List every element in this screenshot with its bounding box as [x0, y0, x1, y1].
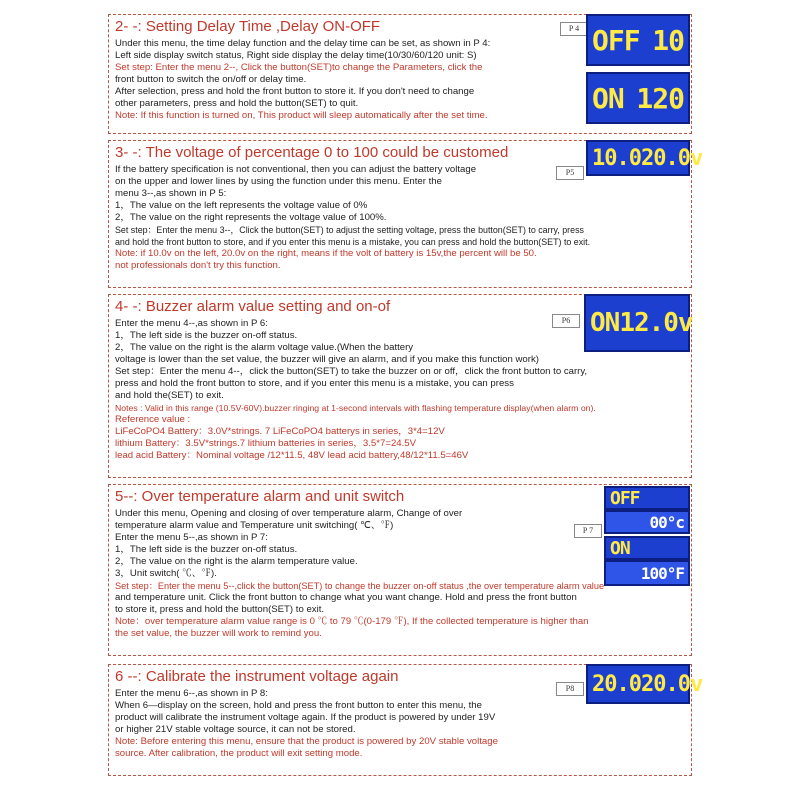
text-line: on the upper and lower lines by using the function under this menu. Enter the: [115, 176, 442, 187]
lcd-display-temp-off: [604, 486, 690, 510]
text-line: 2，The value on the right is the alarm voltage value.(When the battery: [115, 342, 414, 353]
lcd-right-value: 100°F: [640, 563, 684, 583]
lcd-left-value: OFF: [592, 23, 640, 57]
text-line: lithium Battery：3.5V*strings.7 lithium batteries in series，3.5*7=24.5V: [115, 438, 417, 449]
text-line: voltage is lower than the set value, the buzzer will give an alarm, and if you make this function work): [115, 354, 539, 365]
text-line: 3，Unit switch( ℃、℉).: [115, 568, 217, 579]
text-line: 2，The value on the right is the alarm temperature value.: [115, 556, 358, 567]
text-line: Note：over temperature alarm value range is 0 ℃ to 79 ℃(0-179 ℉), If the collected temperature is higher than: [115, 616, 589, 627]
text-line: Note: Before entering this menu, ensure that the product is powered by 20V stable voltage: [115, 736, 498, 747]
text-line: menu 3--,as shown in P 5:: [115, 188, 227, 199]
figure-label-p7: P 7: [574, 524, 602, 538]
text-line: 1，The left side is the buzzer on-off status.: [115, 330, 298, 341]
text-line: 2，The value on the right represents the voltage value of 100%.: [115, 212, 387, 223]
text-line: temperature alarm value and Temperature unit switching( ℃、℉): [115, 520, 394, 531]
lcd-right-value: 12.0v: [619, 308, 693, 338]
text-line: After selection, press and hold the front button to store it. If you don't need to change: [115, 86, 475, 97]
lcd-left-value: OFF: [610, 487, 640, 509]
lcd-right-value: 10: [652, 23, 684, 57]
lcd-left-value: ON: [590, 308, 620, 338]
text-line: Under this menu, Opening and closing of over temperature alarm, Change of over: [115, 508, 463, 519]
figure-label-p6: P6: [552, 314, 580, 328]
text-line: and temperature unit. Click the front button to change what you want change. Hold and press the front button: [115, 592, 577, 603]
section-title: 6 --: Calibrate the instrument voltage again: [115, 668, 399, 685]
text-line: and hold the front button to store, and if you enter this menu is a mistake, you can press and hold the button(SET) to exit.: [115, 237, 591, 247]
section-title: 4- -: Buzzer alarm value setting and on-of: [115, 298, 391, 315]
text-line: to store it, press and hold the button(SET) to exit.: [115, 604, 325, 615]
text-line: Enter the menu 5--,as shown in P 7:: [115, 532, 268, 543]
lcd-display-off-10: [586, 14, 690, 66]
lcd-right-value: 120: [636, 81, 684, 115]
lcd-left-value: ON: [592, 81, 624, 115]
text-line: Set step：Enter the menu 5--,click the button(SET) to change the buzzer on-off status ,the over temperature alarm value: [115, 581, 605, 591]
figure-label-p4: P 4: [560, 22, 588, 36]
text-line: Enter the menu 4--,as shown in P 6:: [115, 318, 268, 329]
lcd-display-temp-f: [604, 560, 690, 586]
figure-label-p5: P5: [556, 166, 584, 180]
text-line: LiFeCoPO4 Battery：3.0V*strings. 7 LiFeCoPO4 batterys in series，3*4=12V: [115, 426, 445, 437]
text-line: 1，The value on the left represents the voltage value of 0%: [115, 200, 368, 211]
text-line: Reference value :: [115, 414, 191, 425]
text-line: Under this menu, the time delay function and the delay time can be set, as shown in P 4:: [115, 38, 491, 49]
text-line: 1，The left side is the buzzer on-off status.: [115, 544, 298, 555]
text-line: front button to switch the on/off or delay time.: [115, 74, 307, 85]
lcd-display-temp-on: [604, 536, 690, 560]
lcd-left-value: ON: [610, 537, 630, 559]
text-line: Set step：Enter the menu 4--，click the button(SET) to take the buzzer on or off，click the front button to carry,: [115, 366, 588, 377]
section-body: [115, 38, 585, 122]
section-title: 2- -: Setting Delay Time ,Delay ON-OFF: [115, 18, 381, 35]
lcd-left-value: 10.0: [592, 145, 641, 171]
lcd-left-value: 20.0: [592, 671, 641, 697]
text-line: other parameters, press and hold the button(SET) to quit.: [115, 98, 359, 109]
text-line: If the battery specification is not conventional, then you can adjust the battery voltage: [115, 164, 477, 175]
text-line: Set step：Enter the menu 3--，Click the button(SET) to adjust the setting voltage, press the button(SET) to carry, press: [115, 225, 584, 235]
lcd-display-voltage-range: [586, 140, 703, 176]
text-line: Left side display switch status, Right side display the delay time(10/30/60/120 unit: S): [115, 50, 477, 61]
text-line: the set value, the buzzer will work to remind you.: [115, 628, 322, 639]
section-body: [115, 164, 685, 272]
text-line: Note: If this function is turned on, This product will sleep automatically after the set time.: [115, 110, 488, 121]
section-title: 5--: Over temperature alarm and unit switch: [115, 488, 405, 505]
lcd-right-value: 00°c: [649, 512, 684, 532]
section-title: 3- -: The voltage of percentage 0 to 100 could be customed: [115, 144, 509, 161]
lcd-display-temp-c: [604, 510, 690, 534]
text-line: product will calibrate the instrument voltage again. If the product is powered by under 19V: [115, 712, 496, 723]
text-line: and hold the(SET) to exit.: [115, 390, 224, 401]
text-line: Note: if 10.0v on the left, 20.0v on the right, means if the volt of battery is 15v,the percent will be 50.: [115, 248, 537, 259]
text-line: Set step: Enter the menu 2--, Click the button(SET)to change the Parameters, click the: [115, 62, 483, 73]
lcd-display-calibrate: [586, 664, 703, 704]
text-line: source. After calibration, the product will exit setting mode.: [115, 748, 363, 759]
text-line: or higher 21V stable voltage source, it can not be stored.: [115, 724, 356, 735]
text-line: lead acid Battery：Nominal voltage /12*11.5, 48V lead acid battery,48/12*11.5=46V: [115, 450, 469, 461]
lcd-right-value: 20.0v: [640, 671, 703, 697]
lcd-display-buzzer: [584, 294, 693, 352]
text-line: When 6—display on the screen, hold and press the front button to enter this menu, the: [115, 700, 482, 711]
figure-label-p8: P8: [556, 682, 584, 696]
lcd-display-on-120: [586, 72, 690, 124]
text-line: press and hold the front button to store, and if you enter this menu is a mistake, you can press: [115, 378, 514, 389]
text-line: Notes : Valid in this range (10.5V-60V).buzzer ringing at 1-second intervals with flashing temperature display(when alarm on).: [115, 403, 596, 413]
text-line: not professionals don't try this function.: [115, 260, 281, 271]
lcd-right-value: 20.0v: [640, 145, 703, 171]
text-line: Enter the menu 6--,as shown in P 8:: [115, 688, 268, 699]
